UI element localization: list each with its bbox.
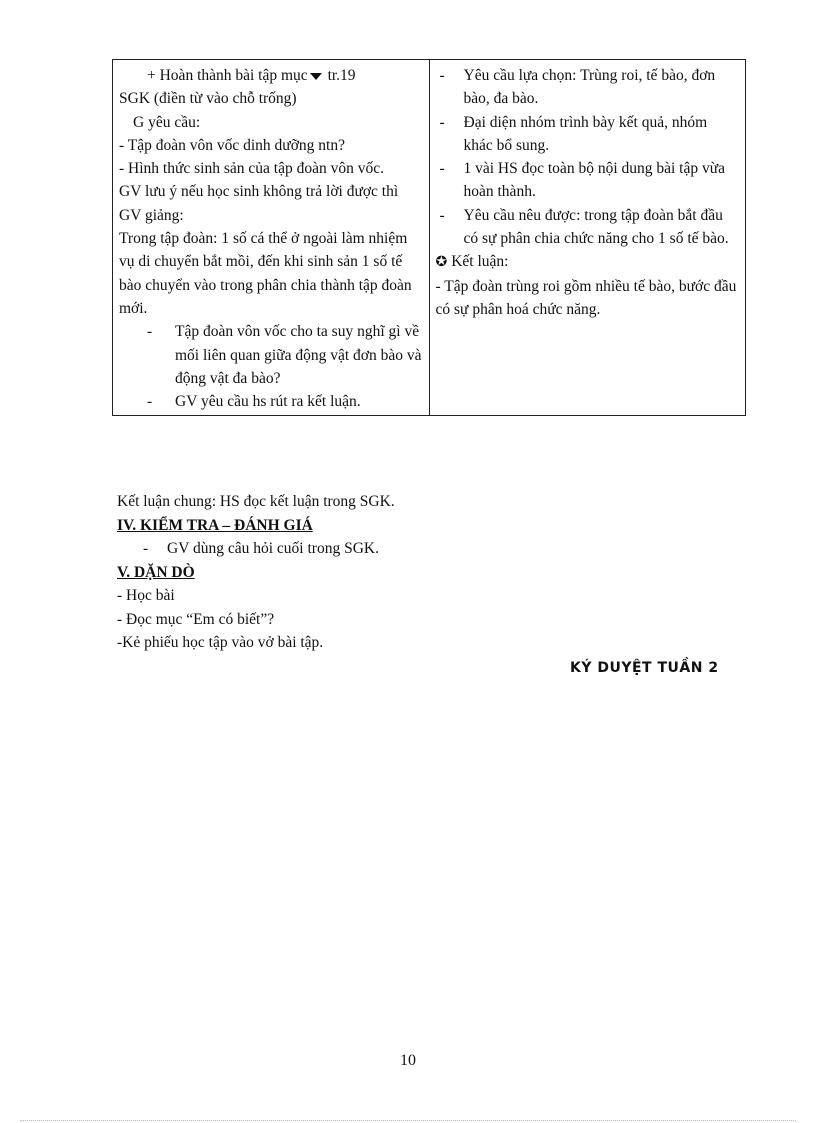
list-item: - Đại diện nhóm trình bày kết quả, nhóm khác bổ sung. [439, 113, 708, 154]
section-4-title: IV. KIỂM TRA – ĐÁNH GIÁ [117, 516, 313, 534]
list-item-text: Đại diện nhóm trình bày kết quả, nhóm khác bổ sung. [463, 113, 708, 154]
section-5-title: V. DẶN DÒ [117, 563, 195, 581]
list-item-text: GV dùng câu hỏi cuối trong SGK. [167, 540, 379, 557]
conclusion-text: - Tập đoàn trùng roi gồm nhiều tế bào, bước đầu có sự phân hoá chức năng. [435, 277, 737, 318]
list-item-text: Tập đoàn vôn vốc cho ta suy nghĩ gì về mối liên quan giữa động vật đơn bào và động vật đa bào? [175, 323, 422, 387]
list-item: - 1 vài HS đọc toàn bộ nội dung bài tập vừa hoàn thành. [439, 160, 726, 201]
triangle-down-icon [310, 73, 322, 80]
page-number: 10 [400, 1052, 416, 1069]
list-item-text: Yêu cầu lựa chọn: Trùng roi, tế bào, đơn bào, đa bào. [463, 67, 716, 108]
list-item: - Yêu cầu nêu được: trong tập đoàn bắt đầu có sự phân chia chức năng cho 1 số tế bào. [439, 206, 729, 248]
flower-bullet-icon: ✪ [435, 255, 448, 271]
teacher-request-label: G yêu cầu: [133, 113, 201, 131]
homework-line: - Học bài [117, 587, 175, 604]
list-item: - GV dùng câu hỏi cuối trong SGK. [143, 540, 379, 557]
teacher-note: GV lưu ý nếu học sinh không trả lời được thì GV giảng: [119, 183, 399, 224]
table-row [113, 60, 746, 416]
list-item: - GV yêu cầu hs rút ra kết luận. [147, 393, 361, 411]
list-item-text: 1 vài HS đọc toàn bộ nội dung bài tập vừa hoàn thành. [463, 160, 726, 201]
lesson-table [112, 59, 746, 416]
explanation-paragraph: Trong tập đoàn: 1 số cá thể ở ngoài làm nhiệm vụ di chuyển bắt mồi, đến khi sinh sản 1 số tế bào chuyển vào trong phân chia thành tập đoàn mới. [119, 230, 412, 317]
homework-line: -Kẻ phiếu học tập vào vở bài tập. [117, 634, 324, 651]
footer-divider [20, 1120, 796, 1121]
task-line [119, 64, 423, 87]
list-item-text: Yêu cầu nêu được: trong tập đoàn bắt đầu có sự phân chia chức năng cho 1 số tế bào. [463, 206, 729, 248]
list-item-text: GV yêu cầu hs rút ra kết luận. [175, 393, 361, 411]
conclusion-heading [436, 250, 740, 274]
student-activity-cell [429, 60, 746, 416]
conclusion-title: Kết luận: [451, 253, 509, 271]
teacher-activity-cell [113, 60, 430, 416]
list-item: - Tập đoàn vôn vốc cho ta suy nghĩ gì về mối liên quan giữa động vật đơn bào và động vật đa bào? [147, 323, 422, 387]
task-suffix: tr.19 [323, 67, 356, 84]
approval-signature: KÝ DUYỆT TUẦN 2 [570, 660, 719, 676]
general-conclusion: Kết luận chung: HS đọc kết luận trong SGK. [117, 493, 395, 510]
list-item: - Yêu cầu lựa chọn: Trùng roi, tế bào, đơn bào, đa bào. [439, 67, 716, 108]
task-line-2: SGK (điền từ vào chỗ trống) [119, 90, 297, 108]
closing-section [117, 490, 737, 655]
homework-line: - Đọc mục “Em có biết”? [117, 610, 275, 628]
question-nutrition: - Tập đoàn vôn vốc dinh dưỡng ntn? [119, 136, 345, 154]
task-prefix: + Hoàn thành bài tập mục [147, 67, 308, 84]
question-reproduction: - Hình thức sinh sản của tập đoàn vôn vốc. [119, 160, 384, 178]
